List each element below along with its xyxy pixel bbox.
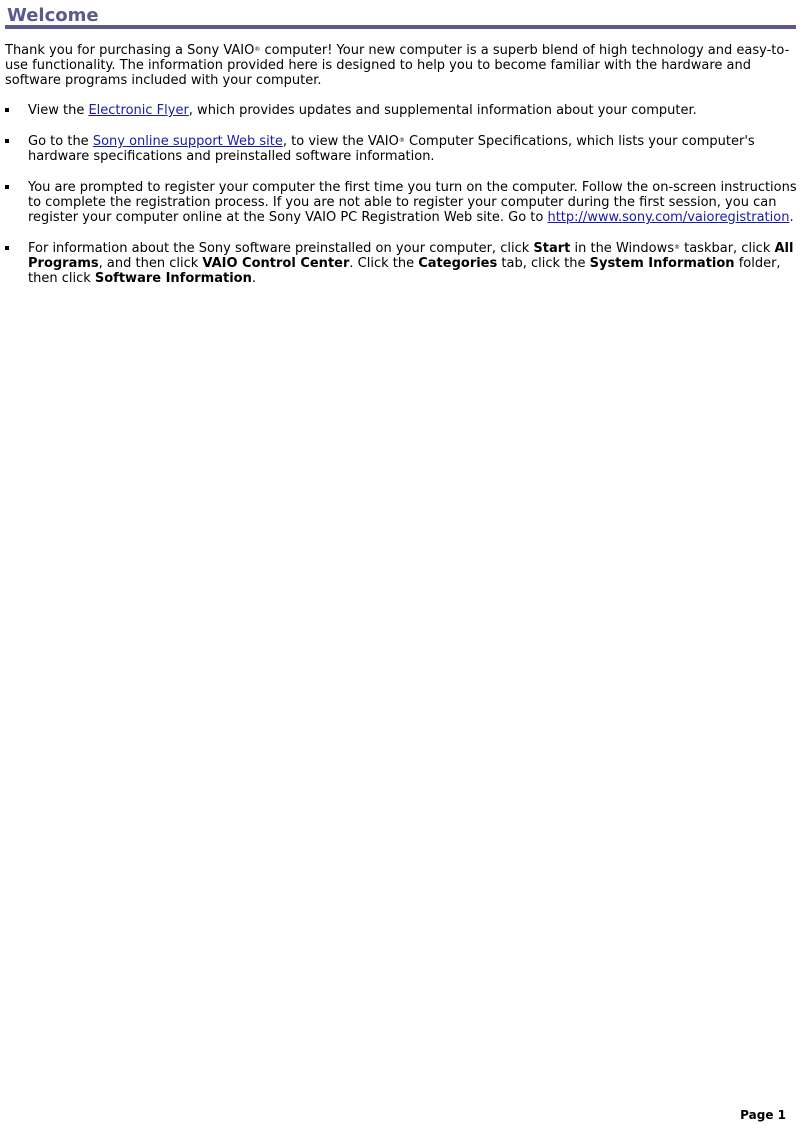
page-title: Welcome <box>7 5 99 26</box>
registered-mark: ® <box>398 137 405 144</box>
list-item-text: Computer Specifications, which lists your computer's hardware specifications and preinstalled software information. <box>28 134 755 164</box>
list-item-text: tab, click the <box>497 256 590 271</box>
list-item-electronic-flyer <box>5 103 797 118</box>
bullet-square-icon <box>5 246 9 250</box>
page-number: Page 1 <box>740 1108 786 1122</box>
vaio-control-center-label: VAIO Control Center <box>202 256 350 271</box>
bullet-square-icon <box>5 139 9 143</box>
list-item-software-info <box>5 241 797 286</box>
vaio-registration-link[interactable]: http://www.sony.com/vaioregistration <box>547 210 790 225</box>
list-item-text: . <box>789 210 794 225</box>
list-item-support-site <box>5 134 797 164</box>
intro-text-1: Thank you for purchasing a Sony VAIO <box>5 43 255 58</box>
categories-label: Categories <box>418 256 498 271</box>
list-item-text: in the Windows <box>570 241 674 256</box>
list-item-text: Go to the <box>28 134 93 149</box>
title-underline <box>5 25 796 29</box>
list-item-text: , to view the VAIO <box>282 134 399 149</box>
intro-text-2: computer! Your new computer is a superb blend of high technology and easy-to-use functionality. The information provided here is designed to help you to become familiar with the hardware and software programs included with your computer. <box>5 43 790 88</box>
list-item-text: , and then click <box>98 256 203 271</box>
intro-paragraph <box>5 43 797 88</box>
list-item-text: View the <box>28 103 89 118</box>
start-label: Start <box>533 241 571 256</box>
list-item-text: taskbar, click <box>679 241 775 256</box>
registered-mark: ® <box>254 46 261 53</box>
list-item-registration <box>5 180 797 225</box>
electronic-flyer-link[interactable]: Electronic Flyer <box>88 103 189 118</box>
list-item-text: . Click the <box>349 256 419 271</box>
page-header <box>5 5 796 29</box>
list-item-text: folder, then click <box>28 256 781 286</box>
list-item-text: You are prompted to register your computer the first time you turn on the computer. Follow the on-screen instructions to complete the registration process. If you are not able to register your computer during the first session, you can register your computer online at the Sony VAIO PC Registration Web site. Go to <box>28 180 797 225</box>
list-item-text: For information about the Sony software preinstalled on your computer, click <box>28 241 534 256</box>
registered-mark: ® <box>673 244 680 251</box>
info-list <box>5 103 797 302</box>
all-programs-label: All Programs <box>28 241 794 271</box>
bullet-square-icon <box>5 185 9 189</box>
sony-support-link[interactable]: Sony online support Web site <box>92 134 283 149</box>
list-item-text: . <box>251 271 256 286</box>
software-information-label: Software Information <box>94 271 252 286</box>
system-information-label: System Information <box>589 256 735 271</box>
bullet-square-icon <box>5 108 9 112</box>
list-item-text: , which provides updates and supplemental information about your computer. <box>188 103 697 118</box>
